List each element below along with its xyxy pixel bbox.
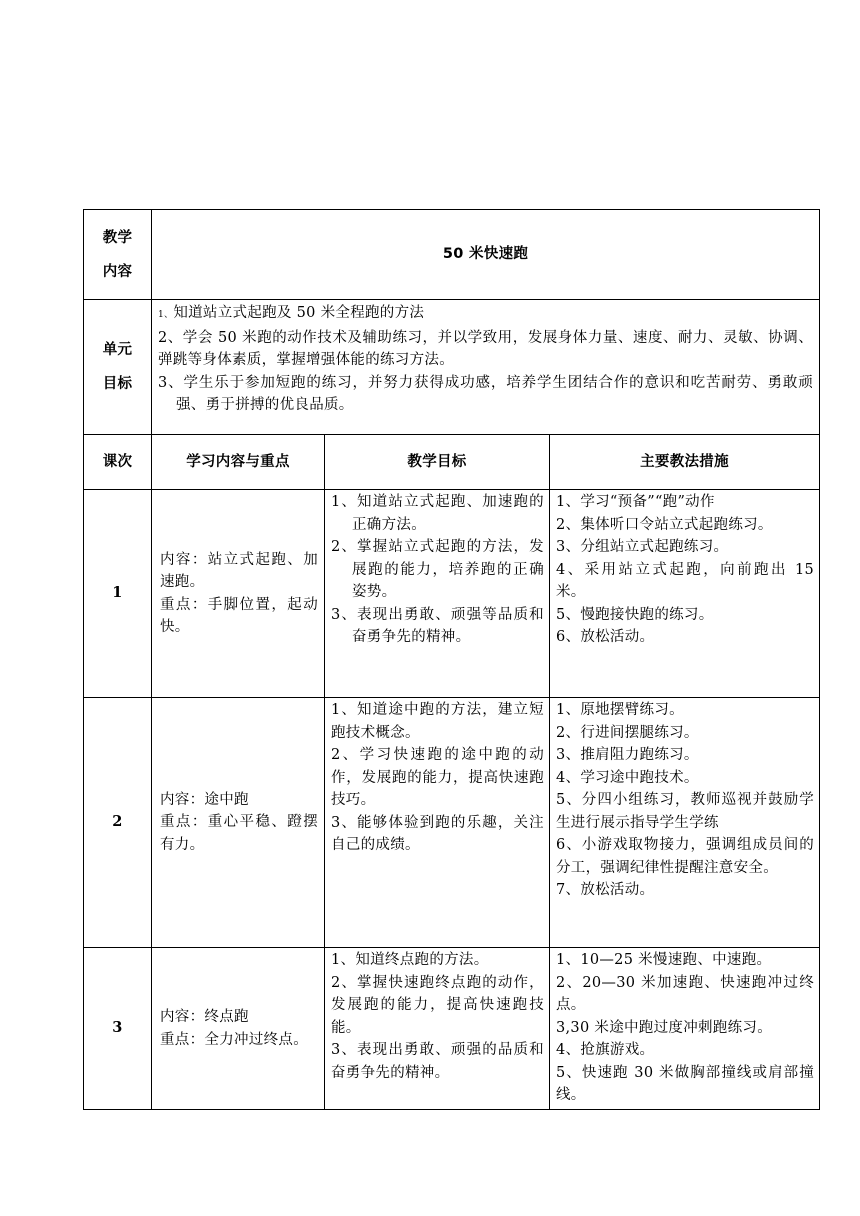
unit-goal-item bbox=[158, 327, 813, 372]
lesson-focus: 重点：重心平稳、蹬摆有力。 bbox=[160, 814, 318, 853]
unit-title: 50 米快速跑 bbox=[152, 210, 820, 300]
column-header-goals: 教学目标 bbox=[325, 435, 550, 490]
unit-goal-number: 3、 bbox=[158, 374, 184, 391]
lesson-content-cell bbox=[152, 698, 325, 948]
lesson-method-item: 5、快速跑 30 米做胸部撞线或肩部撞线。 bbox=[556, 1064, 815, 1103]
lesson-number: 1 bbox=[84, 490, 152, 698]
unit-goal-item bbox=[158, 302, 813, 327]
lesson-methods-cell bbox=[550, 698, 820, 948]
lesson-method-item: 2、20—30 米加速跑、快速跑冲过终点。 bbox=[556, 974, 815, 1013]
lesson-method-item: 4、采用站立式起跑，向前跑出 15 米。 bbox=[556, 561, 815, 600]
lesson-goals-cell bbox=[325, 948, 550, 1110]
lesson-method-item: 5、慢跑接快跑的练习。 bbox=[556, 606, 714, 623]
unit-goal-number: 1、 bbox=[158, 310, 174, 320]
lesson-method-item: 7、放松活动。 bbox=[556, 882, 655, 898]
column-header-methods: 主要教法措施 bbox=[550, 435, 820, 490]
lesson-content-cell bbox=[152, 490, 325, 698]
lesson-method-item: 4、学习途中跑技术。 bbox=[556, 769, 699, 786]
unit-goals-row bbox=[84, 300, 820, 435]
lesson-focus: 重点：手脚位置，起动快。 bbox=[160, 596, 318, 635]
lesson-method-item: 4、抢旗游戏。 bbox=[556, 1042, 655, 1058]
lesson-content: 内容：途中跑 bbox=[160, 791, 249, 808]
lesson-method-item: 3,30 米途中跑过度冲刺跑练习。 bbox=[556, 1019, 772, 1036]
lesson-goal-item: 2、掌握站立式起跑的方法，发展跑的能力，培养跑的正确姿势。 bbox=[331, 539, 544, 600]
lesson-goal-item: 3、表现出勇敢、顽强等品质和奋勇争先的精神。 bbox=[331, 606, 544, 645]
lesson-goal-item: 3、能够体验到跑的乐趣，关注自己的成绩。 bbox=[331, 814, 544, 853]
lesson-goals-cell bbox=[325, 698, 550, 948]
lesson-goal-item: 2、学习快速跑的途中跑的动作，发展跑的能力，提高快速跑技巧。 bbox=[331, 747, 544, 808]
lesson-method-item: 2、行进间摆腿练习。 bbox=[556, 724, 699, 741]
column-header-lesson: 课次 bbox=[84, 435, 152, 490]
lesson-methods-cell bbox=[550, 490, 820, 698]
unit-goal-text: 学生乐于参加短跑的练习，并努力获得成功感，培养学生团结合作的意识和吃苦耐劳、勇敢顽强、勇于拼搏的优良品质。 bbox=[176, 374, 814, 413]
lesson-focus: 重点：全力冲过终点。 bbox=[160, 1031, 308, 1048]
lesson-plan-table bbox=[83, 209, 820, 1110]
lesson-method-item: 6、小游戏取物接力，强调组成员间的分工，强调纪律性提醒注意安全。 bbox=[556, 837, 815, 876]
lesson-goal-item: 2、掌握快速跑终点跑的动作，发展跑的能力，提高快速跑技能。 bbox=[331, 974, 544, 1036]
lesson-method-item: 5、分四小组练习，教师巡视并鼓励学生进行展示指导学生学练 bbox=[556, 792, 815, 831]
lesson-method-item: 1、10—25 米慢速跑、中速跑。 bbox=[556, 952, 772, 968]
lesson-method-item: 1、原地摆臂练习。 bbox=[556, 702, 684, 718]
column-header-row bbox=[84, 435, 820, 490]
unit-goals-label-line1: 单元 bbox=[102, 342, 133, 358]
teaching-content-label-line2: 内容 bbox=[102, 263, 133, 280]
lesson-goal-item: 1、知道终点跑的方法。 bbox=[331, 952, 489, 968]
lesson-content: 内容：站立式起跑、加速跑。 bbox=[160, 551, 318, 590]
lesson-row bbox=[84, 698, 820, 948]
teaching-content-row bbox=[84, 210, 820, 300]
column-header-content: 学习内容与重点 bbox=[152, 435, 325, 490]
lesson-number: 2 bbox=[84, 698, 152, 948]
lesson-method-item: 3、分组站立式起跑练习。 bbox=[556, 539, 729, 555]
lesson-row bbox=[84, 490, 820, 698]
unit-goal-text: 学会 50 米跑的动作技术及辅助练习，并以学致用，发展身体力量、速度、耐力、灵敏、协调、弹跳等身体素质，掌握增强体能的练习方法。 bbox=[158, 329, 814, 368]
unit-goal-text: 知道站立式起跑及 50 米全程跑的方法 bbox=[173, 305, 425, 321]
lesson-content-cell bbox=[152, 948, 325, 1110]
teaching-content-label bbox=[84, 210, 152, 300]
lesson-goals-cell bbox=[325, 490, 550, 698]
lesson-method-item: 1、学习“预备”“跑”动作 bbox=[556, 494, 715, 510]
unit-goal-number: 2、 bbox=[158, 329, 183, 346]
lesson-method-item: 3、推肩阻力跑练习。 bbox=[556, 747, 699, 763]
unit-goal-item bbox=[158, 372, 813, 417]
lesson-number: 3 bbox=[84, 948, 152, 1110]
lesson-methods-cell bbox=[550, 948, 820, 1110]
lesson-goal-item: 1、知道站立式起跑、加速跑的正确方法。 bbox=[331, 494, 544, 533]
lesson-method-item: 2、集体听口令站立式起跑练习。 bbox=[556, 516, 773, 533]
lesson-row bbox=[84, 948, 820, 1110]
unit-goals-label bbox=[84, 300, 152, 435]
unit-goals-label-line2: 目标 bbox=[102, 376, 133, 392]
unit-goals-text bbox=[152, 300, 820, 435]
lesson-content: 内容：终点跑 bbox=[160, 1009, 249, 1025]
teaching-content-label-line1: 教学 bbox=[102, 229, 133, 246]
lesson-goal-item: 3、表现出勇敢、顽强的品质和奋勇争先的精神。 bbox=[331, 1042, 544, 1081]
lesson-method-item: 6、放松活动。 bbox=[556, 629, 655, 645]
lesson-goal-item: 1、知道途中跑的方法，建立短跑技术概念。 bbox=[331, 702, 544, 741]
